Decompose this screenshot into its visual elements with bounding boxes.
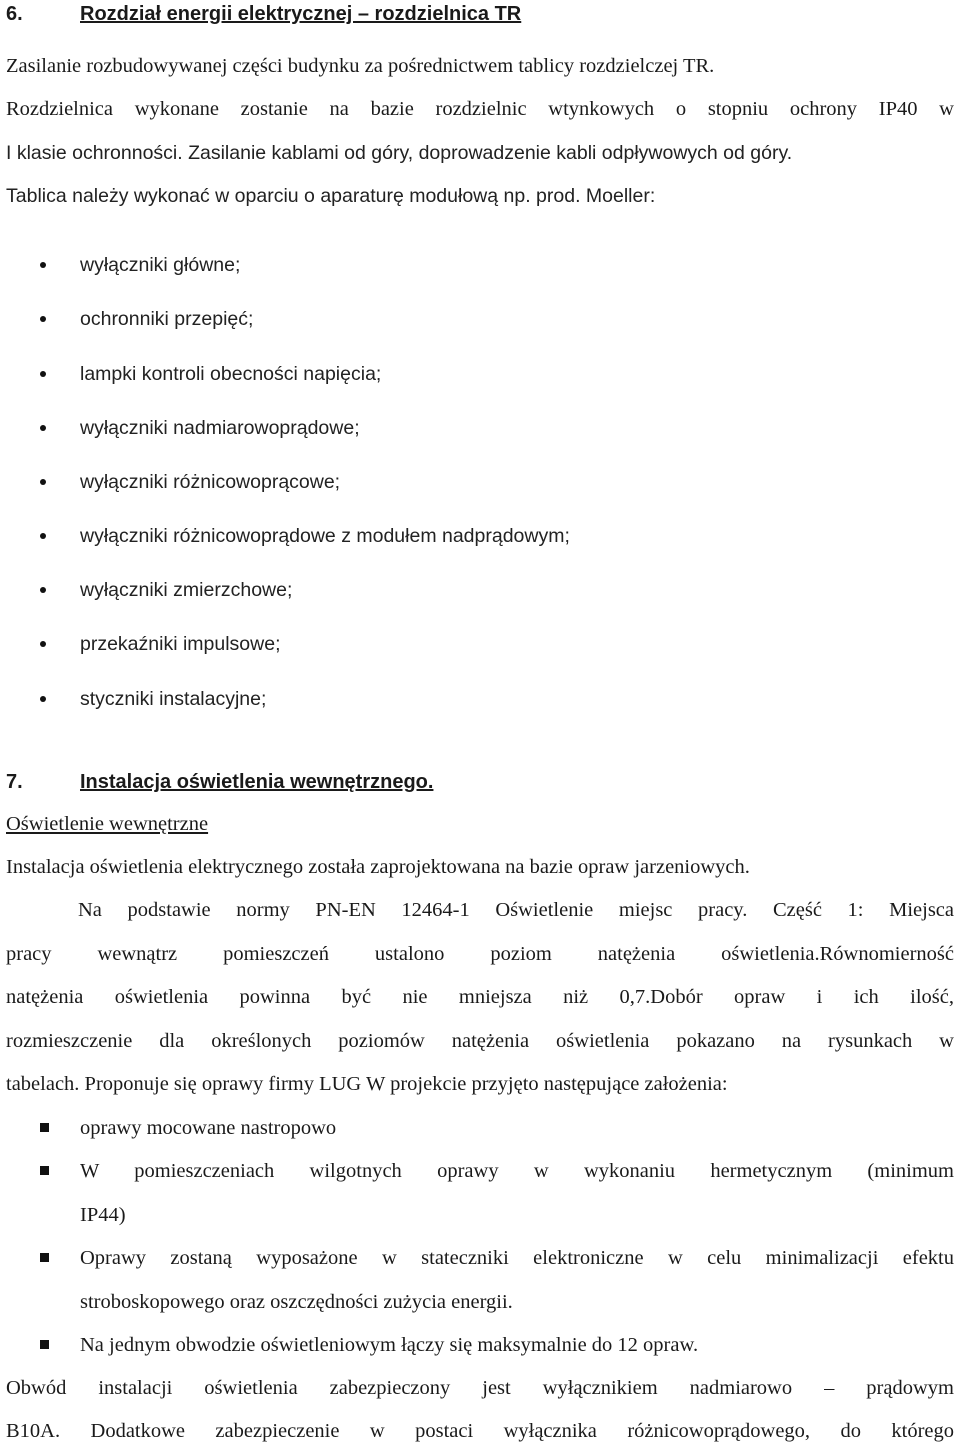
bullet-square-icon xyxy=(40,1253,49,1262)
bullet-dot-icon xyxy=(40,371,46,377)
bullet-dot-icon xyxy=(40,479,46,485)
section-6-title: Rozdział energii elektrycznej – rozdzielnica TR xyxy=(80,3,522,25)
list-item: Na jednym obwodzie oświetleniowym łączy się maksymalnie do 12 opraw. xyxy=(80,1334,699,1356)
section-7-para-line-5: tabelach. Proponuje się oprawy firmy LUG W projekcie przyjęto następujące założenia: xyxy=(6,1073,728,1095)
bullet-dot-icon xyxy=(40,587,46,593)
list-item: wyłączniki różnicowoprądowe z modułem nadprądowym; xyxy=(80,525,570,547)
bullet-dot-icon xyxy=(40,641,46,647)
list-item: lampki kontroli obecności napięcia; xyxy=(80,363,382,385)
closing-line-1: Obwód instalacji oświetlenia zabezpieczony jest wyłącznikiem nadmiarowo – prądowym xyxy=(6,1377,954,1399)
list-item: Oprawy zostaną wyposażone w stateczniki elektroniczne w celu minimalizacji efektu xyxy=(80,1247,954,1269)
section-6-number: 6. xyxy=(6,3,23,25)
section-6-para-line-3: I klasie ochronności. Zasilanie kablami od góry, doprowadzenie kabli odpływowych od góry. xyxy=(6,142,793,164)
list-item: wyłączniki główne; xyxy=(80,254,241,276)
bullet-square-icon xyxy=(40,1340,49,1349)
list-item: W pomieszczeniach wilgotnych oprawy w wykonaniu hermetycznym (minimum xyxy=(80,1160,954,1182)
section-7-para-line-4: rozmieszczenie dla określonych poziomów natężenia oświetlenia pokazano na rysunkach w xyxy=(6,1030,954,1052)
list-item: ochronniki przepięć; xyxy=(80,308,254,330)
section-7-heading xyxy=(6,770,433,794)
list-item: wyłączniki różnicowoprącowe; xyxy=(80,471,341,493)
bullet-dot-icon xyxy=(40,533,46,539)
section-7-number: 7. xyxy=(6,771,23,793)
section-7-para-line-1: Na podstawie normy PN-EN 12464-1 Oświetlenie miejsc pracy. Część 1: Miejsca xyxy=(78,899,954,921)
list-item: wyłączniki zmierzchowe; xyxy=(80,579,293,601)
section-7-para-line-2: pracy wewnątrz pomieszczeń ustalono poziom natężenia oświetlenia.Równomierność xyxy=(6,943,954,965)
section-7-intro: Instalacja oświetlenia elektrycznego została zaprojektowana na bazie opraw jarzeniowych. xyxy=(6,856,750,878)
bullet-dot-icon xyxy=(40,425,46,431)
bullet-square-icon xyxy=(40,1123,49,1132)
section-6-para-line-2: Rozdzielnica wykonane zostanie na bazie rozdzielnic wtynkowych o stopniu ochrony IP40 w xyxy=(6,98,954,120)
section-6-para-line-4: Tablica należy wykonać w oparciu o aparaturę modułową np. prod. Moeller: xyxy=(6,185,656,207)
bullet-dot-icon xyxy=(40,316,46,322)
section-7-title: Instalacja oświetlenia wewnętrznego. xyxy=(80,771,434,793)
section-7-subheading: Oświetlenie wewnętrzne xyxy=(6,813,209,835)
closing-line-2: B10A. Dodatkowe zabezpieczenie w postaci wyłącznika różnicowoprądowego, do którego xyxy=(6,1420,954,1442)
list-item: wyłączniki nadmiarowoprądowe; xyxy=(80,417,360,439)
section-6-para-line-1: Zasilanie rozbudowywanej części budynku za pośrednictwem tablicy rozdzielczej TR. xyxy=(6,55,715,77)
list-item-continuation: stroboskopowego oraz oszczędności zużycia energii. xyxy=(80,1291,513,1313)
list-item-continuation: IP44) xyxy=(80,1204,126,1226)
bullet-dot-icon xyxy=(40,262,46,268)
bullet-square-icon xyxy=(40,1166,49,1175)
bullet-dot-icon xyxy=(40,696,46,702)
list-item: styczniki instalacyjne; xyxy=(80,688,267,710)
section-6-heading xyxy=(6,2,521,26)
list-item: oprawy mocowane nastropowo xyxy=(80,1117,337,1139)
list-item: przekaźniki impulsowe; xyxy=(80,633,281,655)
section-7-para-line-3: natężenia oświetlenia powinna być nie mniejsza niż 0,7.Dobór opraw i ich ilość, xyxy=(6,986,954,1008)
